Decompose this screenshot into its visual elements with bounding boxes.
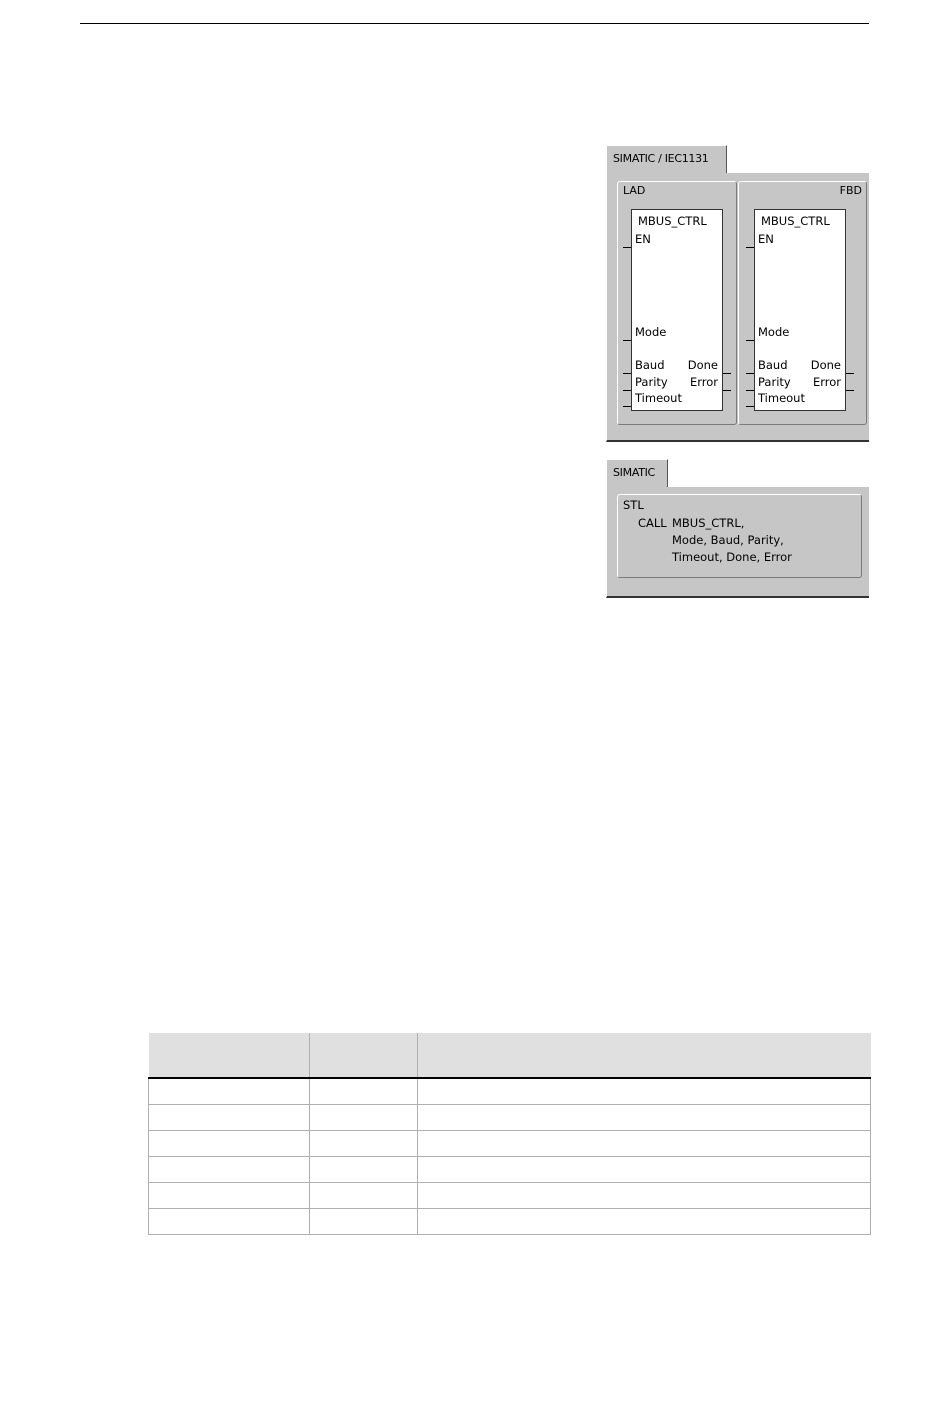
table-cell bbox=[309, 1078, 417, 1105]
stl-panel bbox=[606, 459, 869, 598]
iec1131-panel bbox=[606, 145, 869, 442]
lad-en-pin bbox=[623, 247, 631, 248]
lad-input-timeout: Timeout bbox=[635, 391, 682, 405]
table-cell bbox=[417, 1183, 871, 1209]
fbd-input-parity: Parity bbox=[758, 375, 791, 389]
fbd-done-pin bbox=[846, 373, 854, 374]
fbd-en-pin bbox=[746, 247, 754, 248]
lad-mode-pin bbox=[623, 340, 631, 341]
table-cell bbox=[309, 1209, 417, 1235]
table-cell bbox=[309, 1157, 417, 1183]
table-header-cell bbox=[417, 1033, 871, 1078]
lad-input-en: EN bbox=[635, 232, 651, 246]
fbd-timeout-pin bbox=[746, 406, 754, 407]
stl-view bbox=[617, 494, 862, 578]
table-cell bbox=[417, 1131, 871, 1157]
tab-simatic[interactable]: SIMATIC bbox=[606, 459, 668, 487]
stl-panel-body bbox=[606, 487, 869, 598]
fbd-block-name: MBUS_CTRL bbox=[761, 214, 830, 228]
lad-input-parity: Parity bbox=[635, 375, 668, 389]
stl-line-2: Mode, Baud, Parity, bbox=[672, 533, 784, 547]
table-row bbox=[149, 1105, 871, 1131]
table-row bbox=[149, 1209, 871, 1235]
lad-input-baud: Baud bbox=[635, 358, 665, 372]
table-row bbox=[149, 1157, 871, 1183]
table-cell bbox=[149, 1157, 310, 1183]
table-cell bbox=[417, 1078, 871, 1105]
table-row bbox=[149, 1131, 871, 1157]
fbd-baud-pin bbox=[746, 373, 754, 374]
lad-mbus-ctrl-block[interactable] bbox=[631, 209, 723, 411]
fbd-input-en: EN bbox=[758, 232, 774, 246]
fbd-view bbox=[738, 181, 867, 425]
lad-output-done: Done bbox=[687, 358, 718, 372]
fbd-input-timeout: Timeout bbox=[758, 391, 805, 405]
table-cell bbox=[417, 1209, 871, 1235]
fbd-input-mode: Mode bbox=[758, 325, 790, 339]
stl-label: STL bbox=[623, 498, 644, 512]
fbd-label: FBD bbox=[839, 184, 862, 197]
lad-input-mode: Mode bbox=[635, 325, 667, 339]
table-header-cell bbox=[309, 1033, 417, 1078]
lad-baud-pin bbox=[623, 373, 631, 374]
table-cell bbox=[149, 1131, 310, 1157]
lad-block-name: MBUS_CTRL bbox=[638, 214, 707, 228]
table-header-row bbox=[149, 1033, 871, 1078]
lad-view bbox=[617, 181, 737, 425]
fbd-input-baud: Baud bbox=[758, 358, 788, 372]
lad-parity-pin bbox=[623, 390, 631, 391]
stl-line-1: MBUS_CTRL, bbox=[672, 516, 745, 530]
tab-simatic-iec1131[interactable]: SIMATIC / IEC1131 bbox=[606, 145, 727, 173]
lad-label: LAD bbox=[623, 184, 646, 197]
iec1131-panel-body bbox=[606, 173, 869, 442]
fbd-mode-pin bbox=[746, 340, 754, 341]
table-cell bbox=[149, 1209, 310, 1235]
fbd-output-error: Error bbox=[812, 375, 841, 389]
table-cell bbox=[309, 1105, 417, 1131]
table-row bbox=[149, 1183, 871, 1209]
fbd-error-pin bbox=[846, 390, 854, 391]
table-cell bbox=[417, 1105, 871, 1131]
fbd-output-done: Done bbox=[810, 358, 841, 372]
table-cell bbox=[417, 1157, 871, 1183]
table-cell bbox=[149, 1078, 310, 1105]
lad-done-pin bbox=[723, 373, 731, 374]
table-header-cell bbox=[149, 1033, 310, 1078]
table-cell bbox=[149, 1183, 310, 1209]
fbd-mbus-ctrl-block[interactable] bbox=[754, 209, 846, 411]
stl-call-keyword: CALL bbox=[638, 516, 667, 530]
parameter-table bbox=[148, 1033, 871, 1235]
table-row bbox=[149, 1078, 871, 1105]
table-cell bbox=[309, 1183, 417, 1209]
top-rule bbox=[80, 23, 869, 24]
table-cell bbox=[149, 1105, 310, 1131]
lad-timeout-pin bbox=[623, 406, 631, 407]
lad-error-pin bbox=[723, 390, 731, 391]
table-cell bbox=[309, 1131, 417, 1157]
lad-output-error: Error bbox=[689, 375, 718, 389]
fbd-parity-pin bbox=[746, 390, 754, 391]
stl-line-3: Timeout, Done, Error bbox=[672, 550, 792, 564]
